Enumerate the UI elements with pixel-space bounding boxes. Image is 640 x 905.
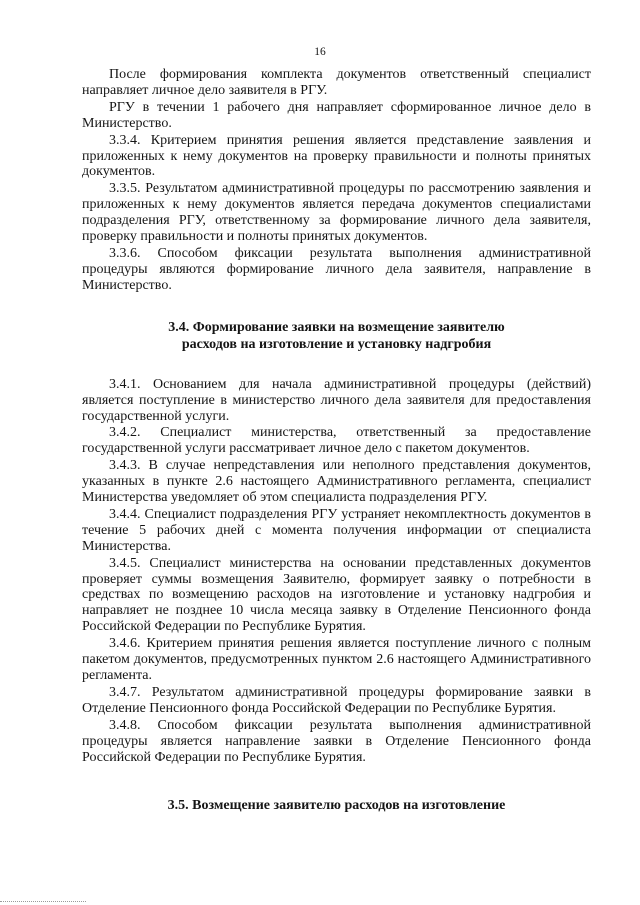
section-3-4-heading-line1: 3.4. Формирование заявки на возмещение заявителю [168,319,505,335]
document-body [82,67,591,814]
paragraph-3-3-4: 3.3.4. Критерием принятия решения является представление заявления и приложенных к нему документов на проверку правильности и полноты принятых документов. [82,132,591,180]
scan-edge-mark [0,901,86,902]
paragraph-3-4-6: 3.4.6. Критерием принятия решения является поступление личного с полным пакетом документов, предусмотренных пунктом 2.6 настоящего Административного регламента. [82,636,591,683]
paragraph-3-4-1: 3.4.1. Основанием для начала административной процедуры (действий) является поступление в министерство личного дела заявителя для предоставления государственной услуги. [82,376,591,424]
page-number: 16 [314,46,326,58]
paragraph-rgu-deadline: РГУ в течении 1 рабочего дня направляет сформированное личное дело в Министерство. [82,99,591,131]
paragraph-dossier-sent: После формирования комплекта документов ответственный специалист направляет личное дело заявителя в РГУ. [82,67,591,98]
paragraph-3-4-7: 3.4.7. Результатом административной процедуры формирование заявки в Отделение Пенсионного фонда Российской Федерации по Республике Бурятия. [82,684,591,716]
paragraph-3-4-5: 3.4.5. Специалист министерства на основании представленных документов проверяет суммы возмещения Заявителю, формирует заявку о потребности в средствах по возмещению расходов на изготовление и установку надгробия и направляет не позднее 10 числа месяца заявку в Отделение Пенсионного фонда Российской Федерации по Республике Бурятия. [82,555,591,635]
paragraph-3-4-4: 3.4.4. Специалист подразделения РГУ устраняет некомплектность документов в течение 5 рабочих дней с момента получения информации от специалиста Министерства. [82,506,591,554]
paragraph-3-3-5: 3.3.5. Результатом административной процедуры по рассмотрению заявления и приложенных к нему документов является передача документов специалистами подразделения РГУ, ответственному за формирование личного дела заявителя, проверку правильности и полноты принятых документов. [82,181,591,245]
section-3-4-heading [82,319,591,353]
section-3-4-heading-line2: расходов на изготовление и установку надгробия [181,336,492,352]
section-3-5-heading: 3.5. Возмещение заявителю расходов на изготовление [167,798,506,814]
paragraph-3-4-8: 3.4.8. Способом фиксации результата выполнения административной процедуры является направление заявки в Отделение Пенсионного фонда Российской Федерации по Республике Бурятия. [82,717,591,765]
paragraph-3-4-2: 3.4.2. Специалист министерства, ответственный за предоставление государственной услуги рассматривает личное дело с пакетом документов. [82,425,591,457]
paragraph-3-4-3: 3.4.3. В случае непредставления или неполного представления документов, указанных в пункте 2.6 настоящего Административного регламента, специалист Министерства уведомляет об этом специалиста подразделения РГУ. [82,458,591,506]
paragraph-3-3-6: 3.3.6. Способом фиксации результата выполнения административной процедуры являются формирование личного дела заявителя, направление в Министерство. [82,245,591,293]
